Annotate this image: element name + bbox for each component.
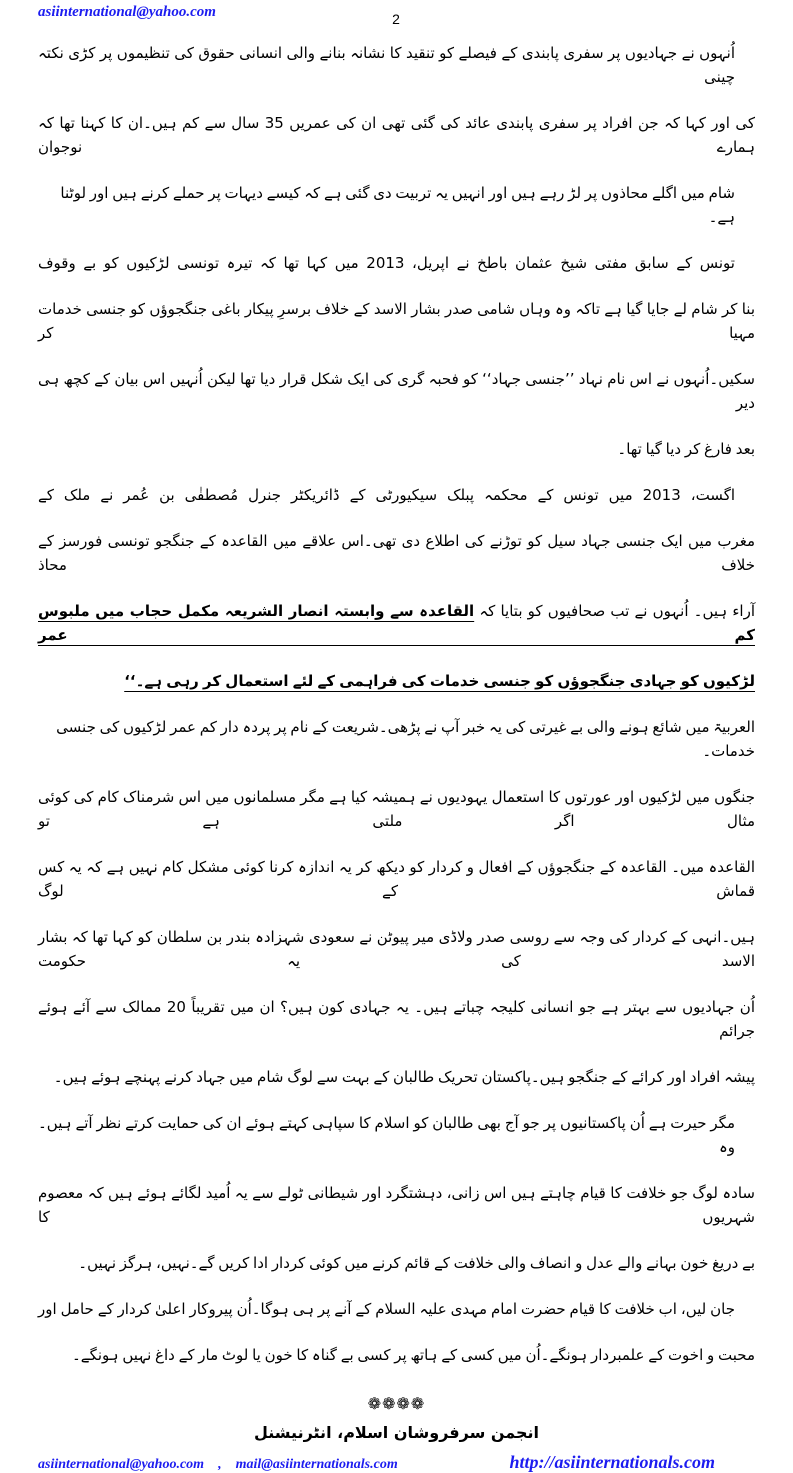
website-link[interactable]: http://asiinternationals.com <box>509 1452 715 1472</box>
separator: , <box>218 1457 222 1472</box>
text-line: سکیں۔اُنہوں نے اس نام نہاد ’’جنسی جہاد‘‘ کو فحبہ گری کی ایک شکل قرار دیا تھا لیکن اُنہیں اس بیان کے کچھ ہی دیر <box>38 370 755 412</box>
footer-email-link-2[interactable]: mail@asiinternationals.com <box>235 1457 398 1472</box>
organization-name: انجمن سرفروشان اسلام، انٹرنیشنل <box>253 1423 540 1442</box>
text-line: اگست، 2013 میں تونس کے محکمہ پبلک سیکیورٹی کے ڈائریکٹر جنرل مُصطفٰی بن عُمر نے ملک کے <box>38 486 735 504</box>
text-line: جان لیں، اب خلافت کا قیام حضرت امام مہدی علیہ السلام کے آنے پر ہی ہوگا۔اُن پیروکار اعلیٰ کردار کے حامل اور <box>38 1300 735 1318</box>
document-page <box>38 0 755 1473</box>
text-line: شام میں اگلے محاذوں پر لڑ رہے ہیں اور انہیں یہ تربیت دی گئی ہے کہ کیسے دیہات پر حملے کرنے ہیں اور لوٹنا ہے۔ <box>60 184 735 226</box>
footer-email-link[interactable]: asiinternational@yahoo.com <box>38 1457 205 1472</box>
paragraph <box>38 472 755 704</box>
text-line: محبت و اخوت کے علمبردار ہونگے۔اُن میں کسی کے ہاتھ پر کسی بے گناہ کا خون یا لوٹ مار کے داغ نہیں ہونگے۔ <box>72 1346 755 1364</box>
header-email-link[interactable]: asiinternational@yahoo.com <box>38 4 216 20</box>
text-line: اُنہوں نے جہادیوں پر سفری پابندی کے فیصلے کو تنقید کا نشانہ بنانے والی انسانی حقوق کی تنظیموں پر کڑی نکتہ چینی <box>38 44 735 86</box>
text-line: اُن جہادیوں سے بہتر ہے جو انسانی کلیجہ چباتے ہیں۔ یہ جہادی کون ہیں؟ ان میں تقریباً 20 ممالک سے آئے ہوئے جرائم <box>38 998 755 1040</box>
text-line: العربیۃ میں شائع ہونے والی بے غیرتی کی یہ خبر آپ نے پڑھی۔شریعت کے نام پر پردہ دار کم عمر لڑکیوں کی جنسی خدمات۔ <box>56 718 755 760</box>
text-line: بے دریغ خون بہانے والے عدل و انصاف والی خلافت کے قائم کرنے میں کوئی کردار ادا کریں گے۔نہیں، ہرگز نہیں۔ <box>78 1254 755 1272</box>
text-line: کی اور کہا کہ جن افراد پر سفری پابندی عائد کی گئی تھی ان کی عمریں 35 سال سے کم ہیں۔ان کا کہنا تھا کہ ہمارے نوجوان <box>38 114 755 156</box>
text-line <box>38 658 755 704</box>
text-line: تونس کے سابق مفتی شیخ عثمان باطخ نے اپریل، 2013 میں کہا تھا کہ تیرہ تونسی لڑکیوں کو بے وقوف <box>38 254 735 272</box>
text-line: بعد فارغ کر دیا گیا تھا۔ <box>617 440 755 458</box>
text-line: مگر حیرت ہے اُن پاکستانیوں پر جو آج بھی طالبان کو اسلام کا سپاہی کہتے ہوئے ان کی حمایت کرتے نظر آتے ہیں۔وہ <box>38 1114 735 1156</box>
text-segment: آراء ہیں۔ اُنہوں نے تب صحافیوں کو بتایا کہ <box>474 602 755 620</box>
ornament-divider: ❁❁❁❁ <box>367 1394 426 1413</box>
footer-emails <box>38 1457 398 1473</box>
text-line: سادہ لوگ جو خلافت کا قیام چاہتے ہیں اس زانی، دہشتگرد اور شیطانی ٹولے سے یہ اُمید لگائے ہوئے ہیں کہ معصوم شہریوں کا <box>38 1184 755 1226</box>
text-line: ہیں۔انہی کے کردار کی وجہ سے روسی صدر ولاڈی میر پیوٹن نے سعودی شہزادہ بندر بن سلطان کو کہا تھا کہ بشار الاسد کی یہ حکومت <box>38 928 755 970</box>
paragraph <box>38 774 755 1100</box>
article-body <box>38 30 755 1378</box>
paragraph <box>38 30 755 240</box>
paragraph <box>38 1100 755 1286</box>
quoted-emphasis: القاعدہ سے وابستہ انصار الشریعہ مکمل حجاب میں ملبوس کم عمر <box>38 602 755 644</box>
paragraph <box>38 240 755 472</box>
text-line: القاعدہ میں۔ القاعدہ کے جنگجوؤں کے افعال و کردار کو دیکھ کر یہ اندازہ کرنا کوئی مشکل کام نہیں ہے کہ یہ کس قماش کے لوگ <box>38 858 755 900</box>
text-line: جنگوں میں لڑکیوں اور عورتوں کا استعمال یہودیوں نے ہمیشہ کیا ہے مگر مسلمانوں میں اس شرمناک کام کی کوئی مثال اگر ملتی ہے تو <box>38 788 755 830</box>
paragraph <box>38 704 755 774</box>
text-line: مغرب میں ایک جنسی جہاد سیل کو توڑنے کی اطلاع دی تھی۔اس علاقے میں القاعدہ کے جنگجو تونسی فورسز کے خلاف محاذ <box>38 532 755 574</box>
text-line <box>38 588 755 658</box>
paragraph <box>38 1286 755 1378</box>
page-number: 2 <box>392 11 400 27</box>
text-line: بنا کر شام لے جایا گیا ہے تاکہ وہ وہاں شامی صدر بشار الاسد کے خلاف برسرِ پیکار باغی جنگجوؤں کو جنسی خدمات مہیا کر <box>38 300 755 342</box>
text-line: پیشہ افراد اور کرائے کے جنگجو ہیں۔پاکستان تحریک طالبان کے بہت سے لوگ شام میں جہاد کرنے پہنچے ہوئے ہیں۔ <box>53 1068 755 1086</box>
page-header <box>38 1 755 30</box>
footer-links <box>38 1452 755 1473</box>
quoted-emphasis: لڑکیوں کو جہادی جنگجوؤں کو جنسی خدمات کی فراہمی کے لئے استعمال کر رہی ہے۔‘‘ <box>124 672 755 690</box>
